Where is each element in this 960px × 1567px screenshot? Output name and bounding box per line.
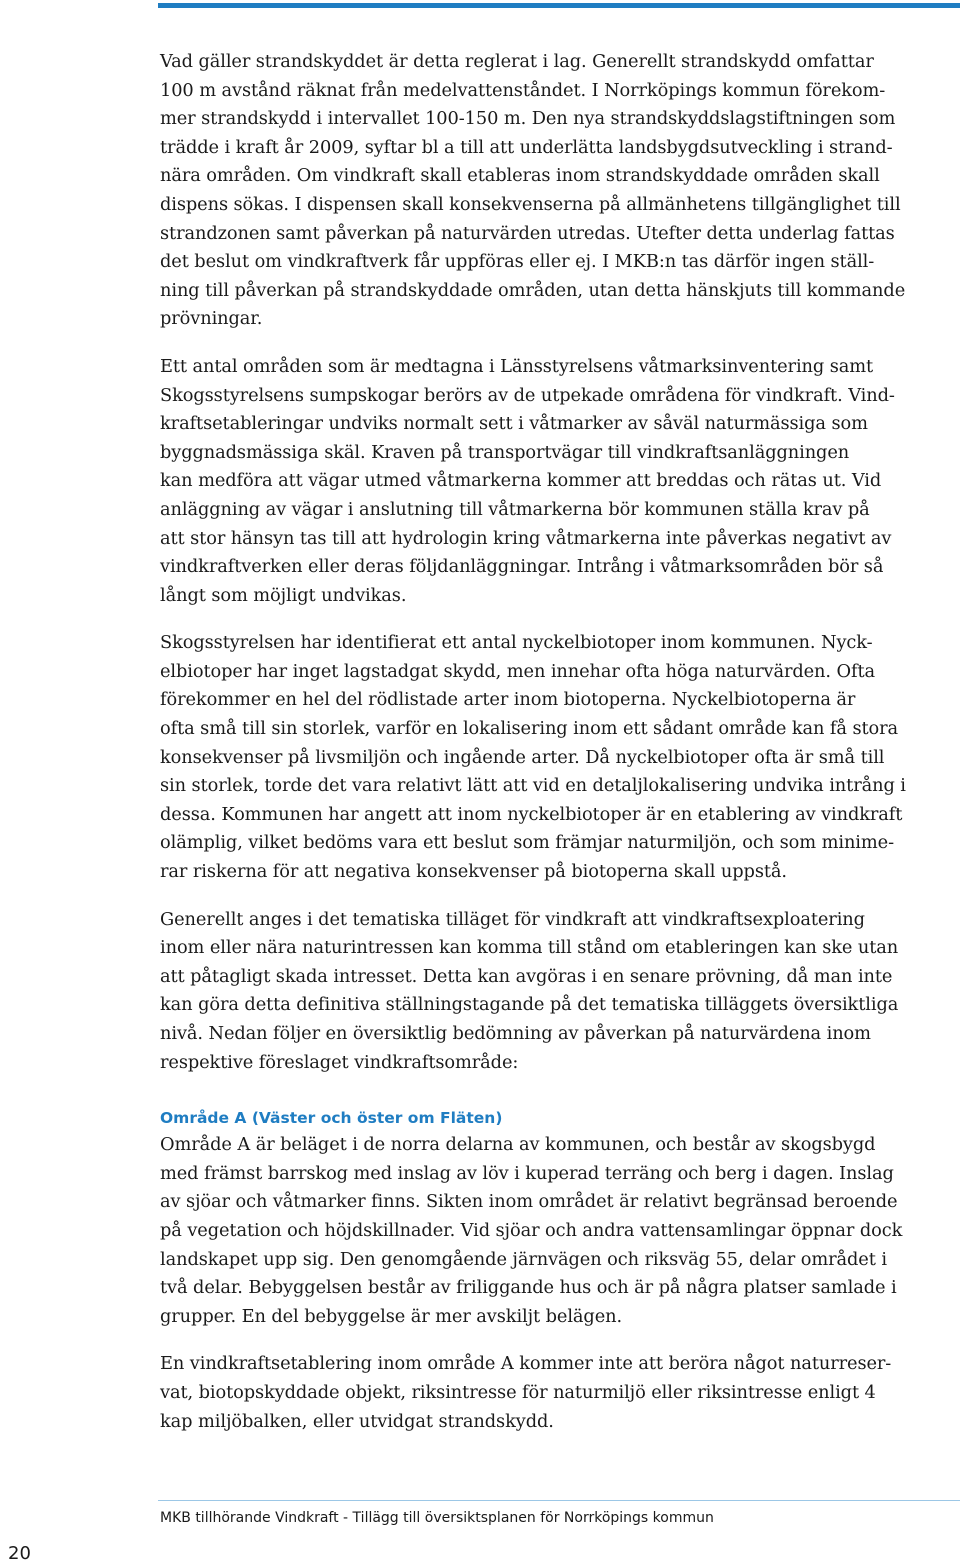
page-number: 20 [8, 1543, 31, 1564]
paragraph-nyckelbiotoper: Skogsstyrelsen har identifierat ett antal nyckelbiotoper inom kommunen. Nyck- elbiotoper har inget lagstadgat skydd, men innehar ofta höga naturvärden. Ofta förekommer en hel del rödlistade arter inom biotoperna. Nyckelbiotoperna är ofta små till sin storlek, varför en lokalisering inom ett sådant område kan få stora konsekvenser på livsmiljön och ingående arter. Då nyckelbiotoper ofta är små till sin storlek, torde det vara relativt lätt att vid en detaljlokalisering undvika intrång i dessa. Kommunen har angett att inom nyckelbiotoper är en etablering av vindkraft olämplig, vilket bedöms vara ett beslut som främjar naturmiljön, och som minime- rar riskerna för att negativa konsekvenser på biotoperna skall uppstå. [160, 632, 906, 883]
page-body [160, 48, 960, 1436]
footer-title: MKB tillhörande Vindkraft - Tillägg till översiktsplanen för Norrköpings kommun [160, 1510, 714, 1526]
paragraph-vatmarker: Ett antal områden som är medtagna i Länsstyrelsens våtmarksinventering samt Skogsstyrelsens sumpskogar berörs av de utpekade områdena för vindkraft. Vind- kraftsetableringar undviks normalt sett i våtmarker av såväl naturmässiga som byggnadsmässiga skäl. Kraven på transportvägar till vindkraftsanläggningen kan medföra att vägar utmed våtmarkerna kommer att breddas och rätas ut. Vid anläggning av vägar i anslutning till våtmarkerna bör kommunen ställa krav på att stor hänsyn tas till att hydrologin kring våtmarkerna inte påverkas negativt av vindkraftverken eller deras följdanläggningar. Intrång i våtmarksområden bör så långt som möjligt undvikas. [160, 355, 895, 606]
footer-rule [158, 1500, 960, 1501]
section-heading-omrade-a: Område A (Väster och öster om Fläten) [160, 1109, 503, 1128]
paragraph-naturintressen: Generellt anges i det tematiska tilläget för vindkraft att vindkraftsexploatering inom eller nära naturintressen kan komma till stånd om etableringen kan ske utan att påtagligt skada intresset. Detta kan avgöras i en senare prövning, då man inte kan göra detta definitiva ställningstagande på det tematiska tilläggets översiktliga nivå. Nedan följer en översiktlig bedömning av påverkan på naturvärdena inom respektive föreslaget vindkraftsområde: [160, 908, 899, 1073]
paragraph-strandskydd: Vad gäller strandskyddet är detta reglerat i lag. Generellt strandskydd omfattar 100 m avstånd räknat från medelvattenståndet. I Norrköpings kommun förekom- mer strandskydd i intervallet 100-150 m. Den nya strandskyddslagstiftningen som trädde i kraft år 2009, syftar bl a till att underlätta landsbygdsutveckling i strand- nära områden. Om vindkraft skall etableras inom strandskyddade områden skall dispens sökas. I dispensen skall konsekvenserna på allmänhetens tillgänglighet till strandzonen samt påverkan på naturvärden utredas. Utefter detta underlag fattas det beslut om vindkraftverk får uppföras eller ej. I MKB:n tas därför ingen ställ- ning till påverkan på strandskyddade områden, utan detta hänskjuts till kommande prövningar. [160, 51, 906, 330]
paragraph-omrade-a-description: Område A är beläget i de norra delarna av kommunen, och består av skogsbygd med främst barrskog med inslag av löv i kuperad terräng och berg i dagen. Inslag av sjöar och våtmarker finns. Sikten inom området är relativt begränsad beroende på vegetation och höjdskillnader. Vid sjöar och andra vattensamlingar öppnar dock landskapet upp sig. Den genomgående järnvägen och riksväg 55, delar området i två delar. Bebyggelsen består av friliggande hus och är på några platser samlade i grupper. En del bebyggelse är mer avskiljt belägen. [160, 1134, 903, 1327]
paragraph-omrade-a-assessment: En vindkraftsetablering inom område A kommer inte att beröra något naturreser- vat, biotopskyddade objekt, riksintresse för naturmiljö eller riksintresse enligt 4 kap miljöbalken, eller utvidgat strandskydd. [160, 1353, 892, 1432]
header-rule [158, 3, 960, 8]
